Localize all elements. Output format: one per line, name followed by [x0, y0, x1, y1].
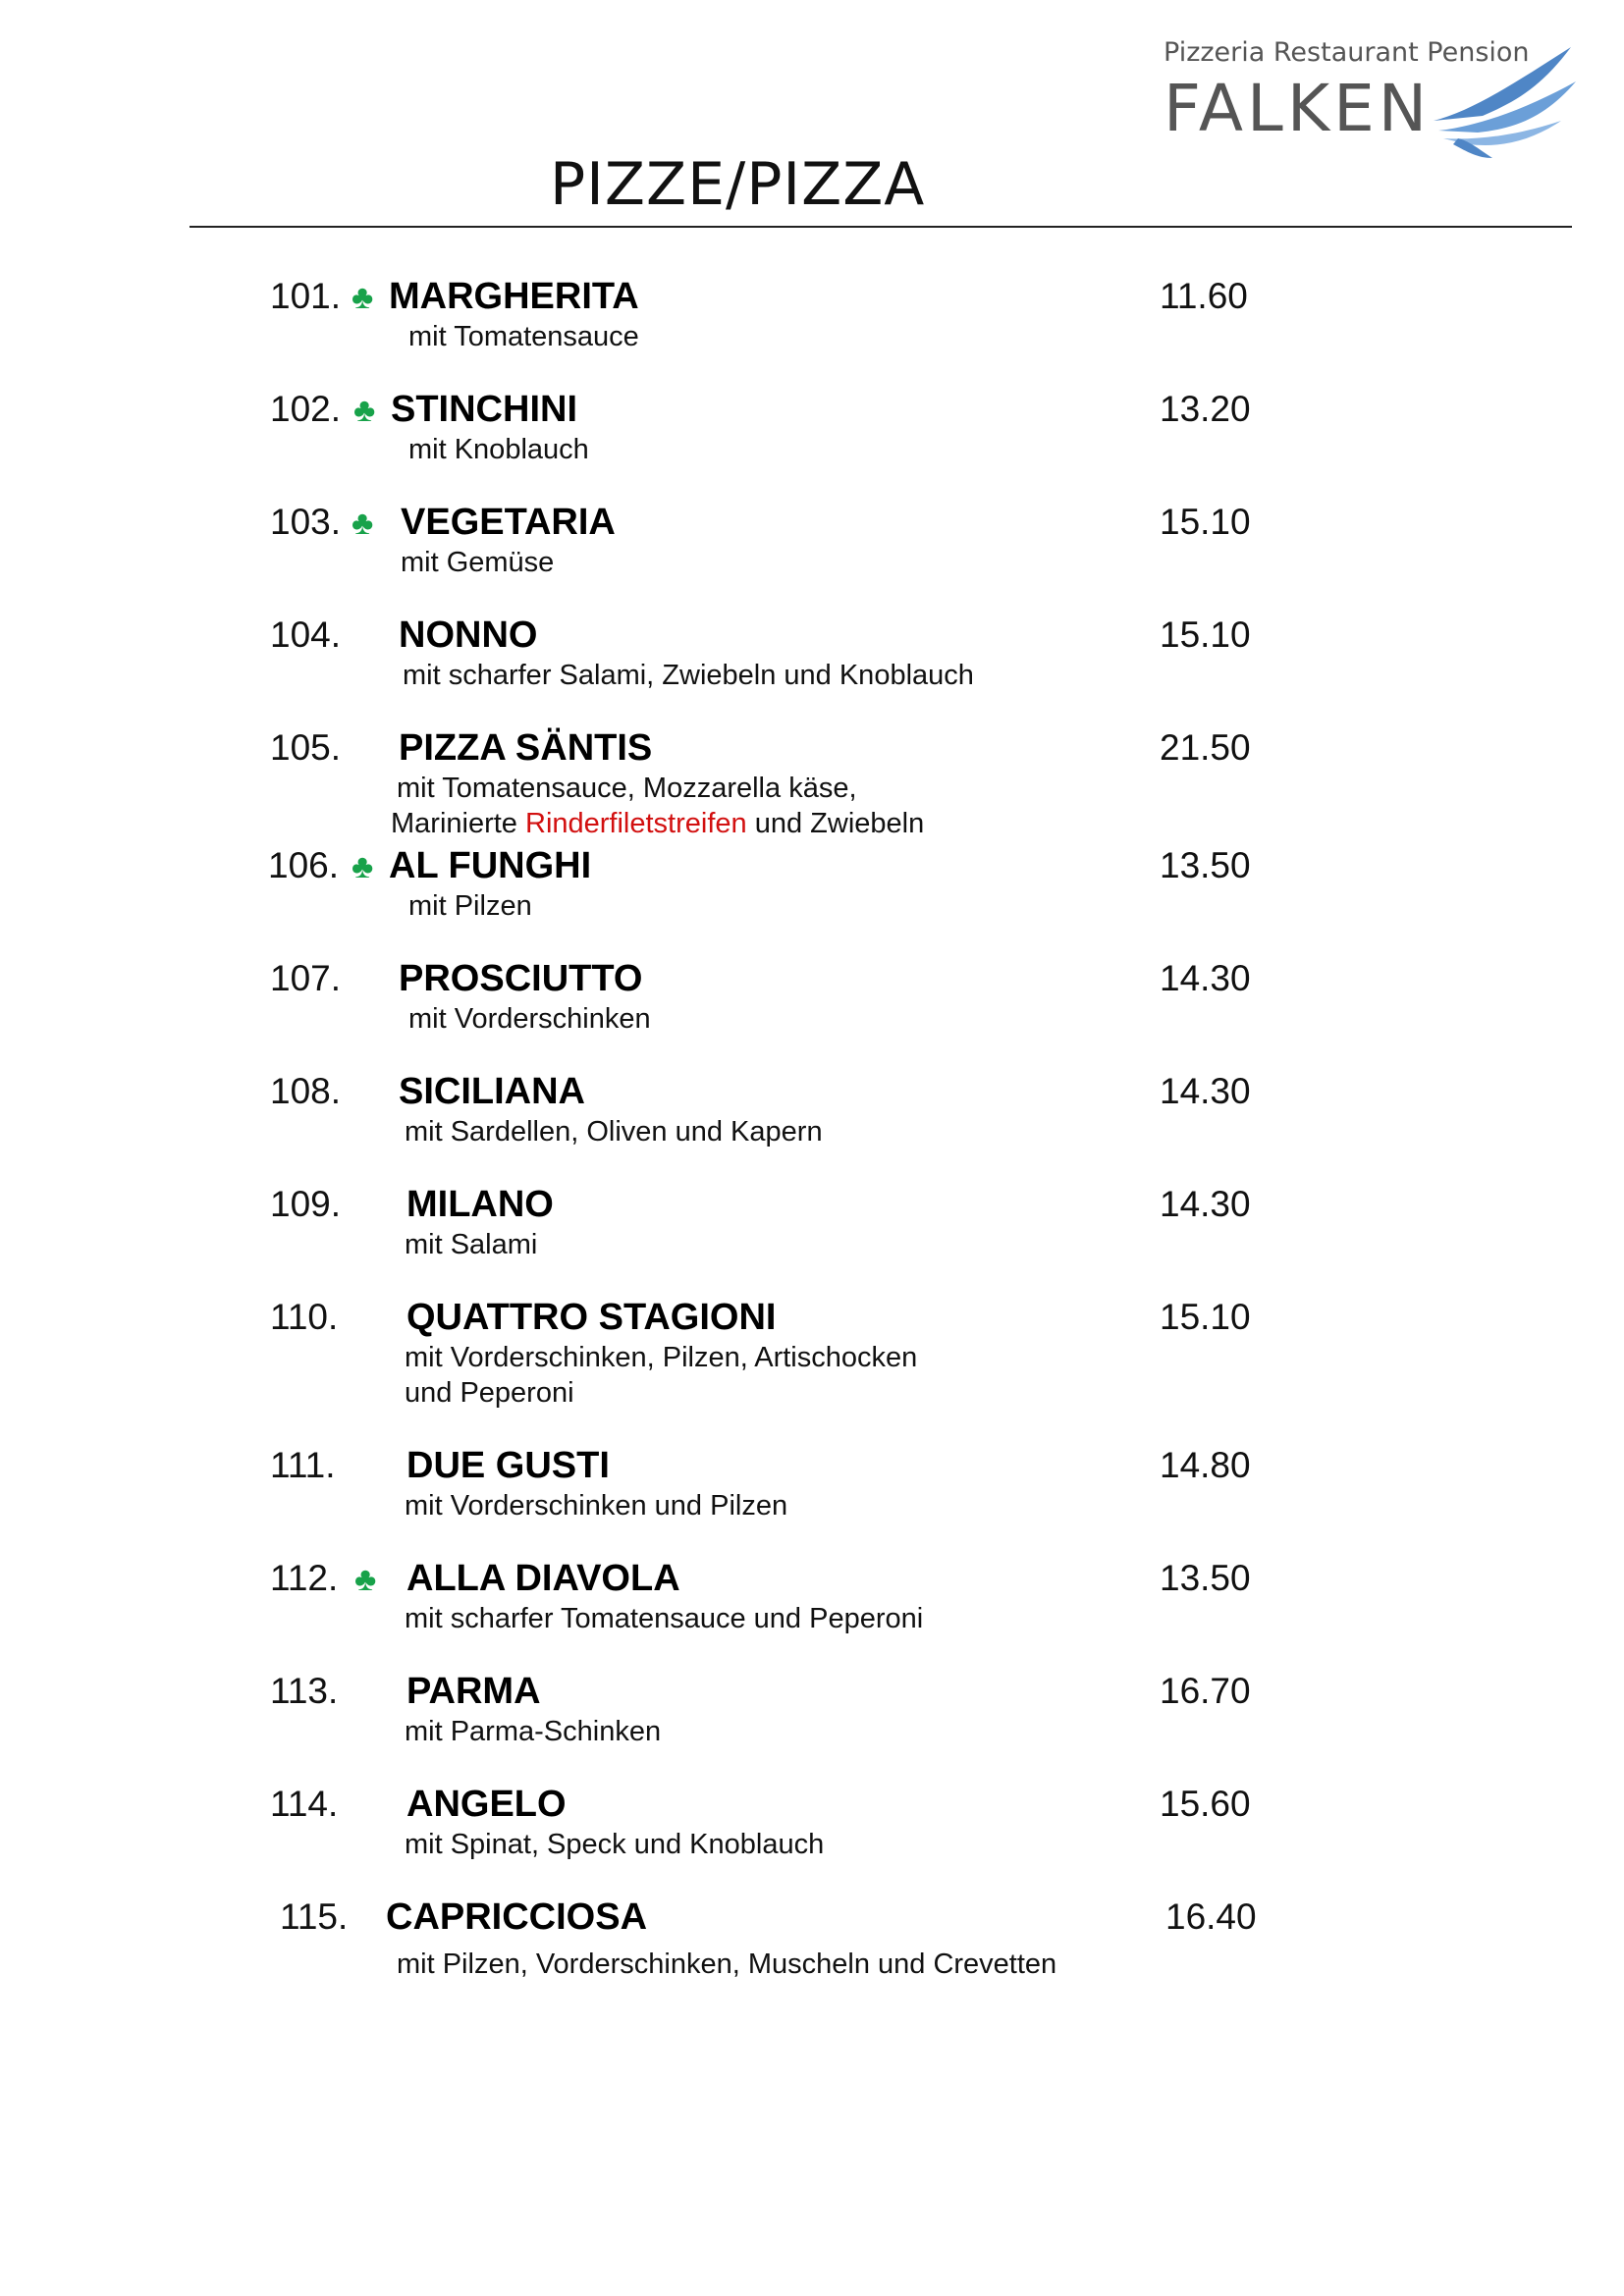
- title-divider: [189, 226, 1572, 228]
- item-name: SICILIANA: [399, 1071, 585, 1112]
- item-name: NONNO: [399, 614, 538, 656]
- item-number: 115.: [280, 1896, 349, 1937]
- logo: [1164, 37, 1586, 160]
- club-icon: ♣: [354, 1561, 377, 1598]
- wing-icon: [1424, 42, 1581, 160]
- item-price: 15.10: [1160, 502, 1251, 542]
- description-text: Marinierte: [391, 808, 525, 839]
- item-price: 13.50: [1160, 845, 1251, 885]
- item-price: 16.40: [1165, 1896, 1257, 1937]
- item-price: 14.30: [1160, 958, 1251, 998]
- item-description: mit Sardellen, Oliven und Kapern: [405, 1116, 823, 1148]
- item-name: AL FUNGHI: [389, 845, 592, 886]
- logo-brand: FALKEN: [1164, 71, 1432, 146]
- item-price: 16.70: [1160, 1671, 1251, 1711]
- club-icon: ♣: [352, 505, 374, 542]
- item-description: mit Gemüse: [401, 547, 555, 578]
- item-name: DUE GUSTI: [406, 1445, 610, 1486]
- item-price: 15.60: [1160, 1784, 1251, 1824]
- club-icon: ♣: [352, 848, 374, 885]
- item-description: mit scharfer Salami, Zwiebeln und Knoblauch: [403, 660, 974, 691]
- item-number: 102.: [270, 389, 342, 429]
- item-number: 106.: [268, 845, 340, 885]
- item-price: 11.60: [1160, 276, 1248, 316]
- item-number: 113.: [270, 1671, 339, 1711]
- item-description: mit Salami: [405, 1229, 538, 1260]
- logo-tagline: Pizzeria Restaurant Pension: [1164, 37, 1530, 68]
- item-price: 15.10: [1160, 1297, 1251, 1337]
- item-name: ANGELO: [406, 1784, 567, 1825]
- item-description: mit Spinat, Speck und Knoblauch: [405, 1829, 825, 1860]
- item-description: mit Pilzen: [408, 890, 532, 922]
- item-name: PIZZA SÄNTIS: [399, 727, 653, 769]
- item-number: 108.: [270, 1071, 342, 1111]
- item-description: mit Vorderschinken: [408, 1003, 651, 1035]
- highlighted-ingredient: Rinderfiletstreifen: [525, 808, 747, 839]
- item-number: 110.: [270, 1297, 339, 1337]
- item-description: mit Knoblauch: [408, 434, 589, 465]
- item-name: PARMA: [406, 1671, 541, 1712]
- item-price: 14.30: [1160, 1071, 1251, 1111]
- item-name: QUATTRO STAGIONI: [406, 1297, 777, 1338]
- item-price: 14.30: [1160, 1184, 1251, 1224]
- item-price: 15.10: [1160, 614, 1251, 655]
- page-title: PIZZE/PIZZA: [550, 150, 926, 219]
- item-name: STINCHINI: [391, 389, 577, 430]
- item-name: ALLA DIAVOLA: [406, 1558, 680, 1599]
- item-description: und Peperoni: [405, 1377, 574, 1409]
- item-description: mit Tomatensauce: [408, 321, 639, 352]
- item-number: 111.: [270, 1445, 336, 1485]
- item-description: mit Tomatensauce, Mozzarella käse,: [397, 773, 857, 804]
- item-description: mit Pilzen, Vorderschinken, Muscheln und Crevetten: [397, 1949, 1057, 1980]
- item-number: 105.: [270, 727, 342, 768]
- item-price: 21.50: [1160, 727, 1251, 768]
- item-number: 114.: [270, 1784, 339, 1824]
- item-description: mit scharfer Tomatensauce und Peperoni: [405, 1603, 924, 1634]
- item-name: VEGETARIA: [401, 502, 616, 543]
- item-name: MARGHERITA: [389, 276, 639, 317]
- item-price: 13.20: [1160, 389, 1251, 429]
- item-number: 112.: [270, 1558, 339, 1598]
- club-icon: ♣: [352, 279, 374, 316]
- item-number: 104.: [270, 614, 342, 655]
- item-number: 109.: [270, 1184, 342, 1224]
- item-price: 13.50: [1160, 1558, 1251, 1598]
- item-name: CAPRICCIOSA: [386, 1896, 648, 1938]
- item-description: mit Parma-Schinken: [405, 1716, 662, 1747]
- club-icon: ♣: [353, 392, 376, 429]
- item-name: MILANO: [406, 1184, 554, 1225]
- item-description: mit Vorderschinken und Pilzen: [405, 1490, 788, 1522]
- item-name: PROSCIUTTO: [399, 958, 643, 999]
- item-number: 103.: [270, 502, 342, 542]
- item-description: mit Vorderschinken, Pilzen, Artischocken: [405, 1342, 918, 1373]
- item-number: 101.: [270, 276, 342, 316]
- item-description-line2: [391, 806, 924, 841]
- description-text: und Zwiebeln: [746, 808, 925, 839]
- item-price: 14.80: [1160, 1445, 1251, 1485]
- item-number: 107.: [270, 958, 342, 998]
